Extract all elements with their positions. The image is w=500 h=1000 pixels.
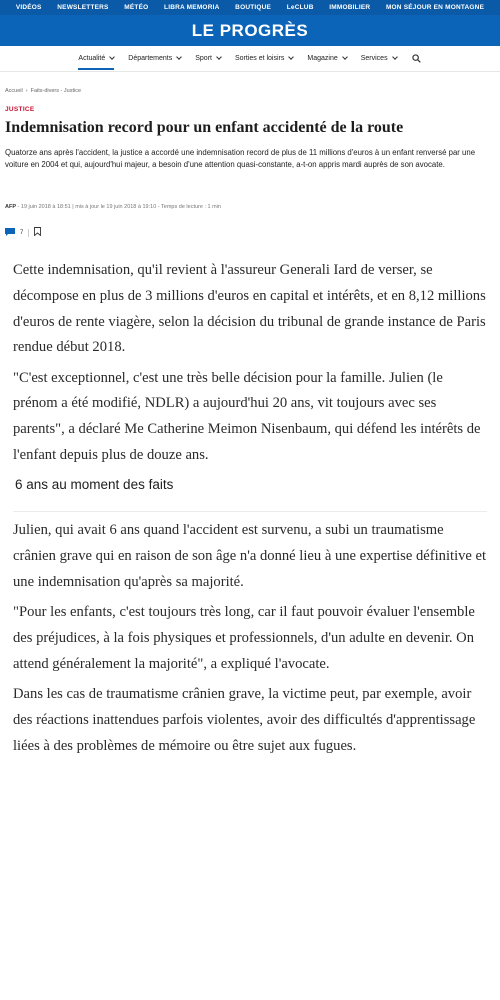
nav-item-label: Départements	[128, 55, 173, 62]
breadcrumb-section[interactable]: Faits-divers - Justice	[30, 88, 82, 94]
topbar-link-leclub[interactable]: LeCLUB	[286, 4, 314, 11]
comment-count[interactable]: 7	[20, 229, 24, 236]
topbar-link-mon-sejour[interactable]: MON SÉJOUR EN MONTAGNE	[385, 4, 485, 11]
article-author: AFP	[5, 204, 16, 210]
topbar-link-newsletters[interactable]: NEWSLETTERS	[57, 4, 109, 11]
article-lead: Quatorze ans après l'accident, la justice a accordé une indemnisation record de plus de 11 millions d'euros à un enfant renversé par une voiture en 2004 et qui, aujourd'hui majeur, a besoin d'une attention quasi-constante, a-t-on appris mardi auprès de son avocate.	[5, 148, 476, 170]
article-paragraph: "Pour les enfants, c'est toujours très long, car il faut pouvoir évaluer l'ensemble des préjudices, à la fois physiques et professionnels, d'un adulte en devenir. On attend généralement la majorité", a expliqué l'avocate.	[13, 604, 475, 672]
site-logo[interactable]: LE PROGRÈS	[191, 20, 309, 40]
article-subheading: 6 ans au moment des faits	[15, 477, 174, 493]
nav-item-services[interactable]	[361, 46, 397, 72]
article-paragraph: Julien, qui avait 6 ans quand l'accident est survenu, a subi un traumatisme crânien grave qui en raison de son âge n'a donné lieu à une expertise définitive et une indemnisation qu'après sa majorité.	[13, 522, 487, 590]
article-dates: - 19 juin 2018 à 18:51 | mis à jour le 19 juin 2018 à 19:10 - Temps de lecture : 1 min	[16, 204, 221, 210]
article-rubric[interactable]: JUSTICE	[5, 106, 35, 113]
chevron-down-icon	[176, 54, 182, 60]
topbar-link-immobilier[interactable]: IMMOBILIER	[329, 4, 371, 11]
article-actions	[5, 227, 41, 238]
breadcrumb-home[interactable]: Accueil	[5, 88, 23, 94]
chevron-down-icon	[109, 54, 115, 60]
divider	[28, 229, 29, 237]
brand-header	[0, 15, 500, 46]
chevron-down-icon	[216, 54, 222, 60]
top-utility-bar	[0, 0, 500, 15]
divider	[13, 511, 487, 512]
chevron-down-icon	[289, 54, 295, 60]
nav-item-sport[interactable]	[195, 46, 221, 72]
nav-item-sorties[interactable]	[235, 46, 293, 72]
search-icon[interactable]	[411, 53, 422, 64]
article-paragraph: "C'est exceptionnel, c'est une très belle décision pour la famille. Julien (le prénom a été modifié, NDLR) a aujourd'hui 20 ans, vit toujours avec ses parents", a déclaré Me Catherine Meimon Nisenbaum, qui défend les intérêts de l'enfant depuis plus de douze ans.	[13, 369, 481, 464]
nav-item-magazine[interactable]	[307, 46, 346, 72]
topbar-link-libra-memoria[interactable]: LIBRA MEMORIA	[164, 4, 220, 11]
nav-item-label: Magazine	[307, 55, 338, 62]
main-nav	[0, 46, 500, 72]
nav-item-label: Sorties et loisirs	[234, 55, 285, 62]
article-body	[13, 258, 487, 764]
article-paragraph: Dans les cas de traumatisme crânien grave, la victime peut, par exemple, avoir des réactions inattendues parfois violentes, avoir des difficultés d'apprentissage liées à des problèmes de mémoire ou être sujet aux fugues.	[13, 686, 476, 754]
nav-item-departements[interactable]	[128, 46, 181, 72]
topbar-link-boutique[interactable]: BOUTIQUE	[235, 4, 272, 11]
nav-item-label: Sport	[195, 55, 212, 62]
topbar-link-meteo[interactable]: MÉTÉO	[124, 4, 149, 11]
article-title: Indemnisation record pour un enfant accidenté de la route	[5, 119, 404, 136]
article-meta	[5, 204, 221, 210]
bookmark-icon[interactable]	[34, 227, 41, 238]
topbar-link-videos[interactable]: VIDÉOS	[15, 4, 42, 11]
chevron-down-icon	[342, 54, 348, 60]
comment-icon[interactable]	[5, 228, 15, 238]
article-paragraph: Cette indemnisation, qu'il revient à l'assureur Generali Iard de verser, se décompose en plus de 3 millions d'euros en capital et intérêts, et en 8,12 millions d'euros de rente viagère, selon la décision du tribunal de grande instance de Paris rendue début 2018.	[13, 262, 486, 356]
breadcrumb	[5, 88, 81, 94]
nav-item-label: Services	[360, 55, 388, 62]
chevron-down-icon	[392, 54, 398, 60]
nav-item-actualite[interactable]	[78, 46, 114, 72]
chevron-right-icon: ›	[25, 88, 28, 94]
nav-item-label: Actualité	[78, 55, 106, 62]
